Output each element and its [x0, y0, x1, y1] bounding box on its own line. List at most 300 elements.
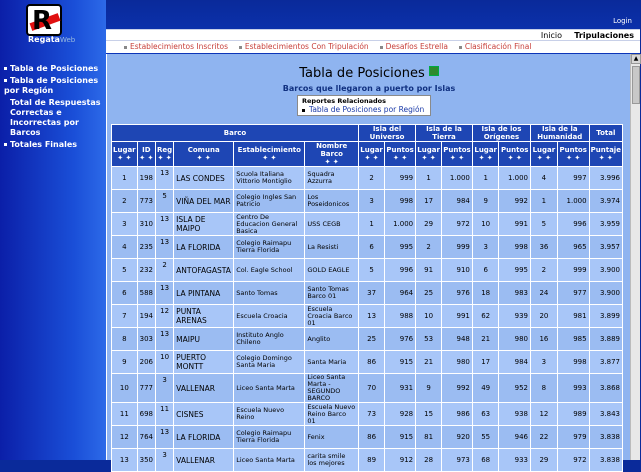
table-cell: 996 — [385, 259, 416, 282]
table-cell: 28 — [416, 449, 442, 472]
table-cell: Liceo Santa Marta — [234, 374, 305, 403]
table-cell: 965 — [557, 236, 589, 259]
table-cell: 972 — [442, 213, 473, 236]
table-cell: 999 — [557, 259, 589, 282]
table-cell: 984 — [499, 351, 531, 374]
page-title-text: Tabla de Posiciones — [299, 66, 425, 81]
table-cell: 989 — [557, 403, 589, 426]
logo-suffix: Web — [59, 36, 76, 44]
nav-inicio[interactable]: Inicio — [540, 31, 562, 40]
sidebar-item-label: Tabla de Posiciones — [10, 64, 99, 73]
table-cell: 3 — [359, 190, 385, 213]
group-header-isla-universo: Isla del Universo — [359, 125, 416, 142]
related-report-link[interactable] — [302, 105, 426, 114]
table-cell: 3.889 — [589, 328, 622, 351]
table-cell: 62 — [472, 305, 499, 328]
scroll-up-arrow-icon[interactable]: ▲ — [631, 54, 641, 64]
column-header[interactable] — [137, 142, 155, 167]
table-row — [112, 190, 623, 213]
table-cell: 992 — [442, 374, 473, 403]
subnav-establecimientos-inscritos[interactable] — [124, 42, 228, 51]
table-cell: Escuela Croacia — [234, 305, 305, 328]
table-cell: 49 — [472, 374, 499, 403]
table-cell: 588 — [137, 282, 155, 305]
table-cell: 63 — [472, 403, 499, 426]
sort-arrows-icon[interactable]: ✦ ✦ — [449, 154, 465, 162]
column-header-label: Puntaje — [590, 146, 621, 154]
table-cell: 986 — [442, 403, 473, 426]
sort-arrows-icon[interactable]: ✦ ✦ — [536, 154, 551, 162]
table-cell: 981 — [557, 305, 589, 328]
sidebar-item-total-respuestas[interactable] — [4, 98, 104, 138]
table-cell: 55 — [472, 426, 499, 449]
table-cell: Santa Maria — [305, 351, 359, 374]
table-cell: 938 — [499, 403, 531, 426]
sort-arrows-icon[interactable]: ✦ ✦ — [139, 154, 154, 162]
table-cell: 980 — [442, 351, 473, 374]
table-cell: 977 — [557, 282, 589, 305]
table-row — [112, 449, 623, 472]
table-cell: VIÑA DEL MAR — [174, 190, 234, 213]
subnav-label: Clasificación Final — [464, 42, 532, 51]
column-header[interactable] — [359, 142, 385, 167]
table-cell: Centro De Educacion General Basica — [234, 213, 305, 236]
table-cell: LA PINTANA — [174, 282, 234, 305]
table-cell: 996 — [557, 213, 589, 236]
table-cell: 997 — [557, 167, 589, 190]
table-cell: 12 — [112, 426, 138, 449]
table-cell: 17 — [416, 190, 442, 213]
table-cell: 20 — [531, 305, 558, 328]
table-cell: 6 — [359, 236, 385, 259]
table-cell: 7 — [112, 305, 138, 328]
table-cell: 12 — [531, 403, 558, 426]
table-cell: 303 — [137, 328, 155, 351]
table-body — [112, 167, 623, 472]
column-header[interactable] — [385, 142, 416, 167]
table-cell: Santo Tomas — [234, 282, 305, 305]
table-cell: 976 — [385, 328, 416, 351]
logo-brand: Regata — [28, 35, 60, 44]
column-header[interactable] — [589, 142, 622, 167]
table-cell: 999 — [385, 167, 416, 190]
column-header-label: Lugar — [360, 146, 383, 154]
table-cell: 998 — [557, 351, 589, 374]
subnav-label: Establecimientos Inscritos — [130, 42, 229, 51]
table-cell: 3.868 — [589, 374, 622, 403]
table-cell: 22 — [531, 426, 558, 449]
bullet-icon — [239, 46, 242, 49]
table-cell: 25 — [416, 282, 442, 305]
column-header[interactable] — [416, 142, 442, 167]
sidebar-item-tabla-region[interactable] — [4, 76, 104, 96]
table-cell: 995 — [499, 259, 531, 282]
related-reports-box — [297, 95, 431, 116]
table-cell: 3 — [472, 236, 499, 259]
column-header-label: Lugar — [113, 146, 136, 154]
table-cell: 984 — [442, 190, 473, 213]
column-header-label: ID — [142, 146, 151, 154]
column-header[interactable] — [156, 142, 174, 167]
table-cell: 13 — [156, 236, 174, 259]
column-header-label: Puntos — [559, 146, 587, 154]
table-cell: PUNTA ARENAS — [174, 305, 234, 328]
table-cell: 946 — [499, 426, 531, 449]
table-cell: 998 — [499, 236, 531, 259]
table-cell: 13 — [156, 213, 174, 236]
column-header[interactable] — [557, 142, 589, 167]
table-cell: Scuola Italiana Vittorio Montiglio — [234, 167, 305, 190]
scroll-thumb[interactable] — [632, 66, 640, 104]
column-header-label: Nombre Barco — [316, 142, 348, 158]
table-cell: 10 — [416, 305, 442, 328]
table-cell: 1 — [416, 167, 442, 190]
table-cell: 53 — [416, 328, 442, 351]
table-cell: 235 — [137, 236, 155, 259]
table-cell: 25 — [359, 328, 385, 351]
login-link[interactable]: Login — [613, 17, 632, 25]
table-cell: 5 — [156, 190, 174, 213]
logo-letter: R — [32, 6, 53, 36]
column-header-label: Establecimiento — [237, 146, 301, 154]
group-header-isla-humanidad: Isla de la Humanidad — [531, 125, 590, 142]
table-cell: 3 — [112, 213, 138, 236]
table-cell: 764 — [137, 426, 155, 449]
table-cell: 912 — [385, 449, 416, 472]
table-cell: Fenix — [305, 426, 359, 449]
table-cell: ANTOFAGASTA — [174, 259, 234, 282]
column-header-label: Puntos — [443, 146, 471, 154]
table-cell: 5 — [359, 259, 385, 282]
group-header-total: Total — [589, 125, 622, 142]
column-header-label: Reg — [157, 146, 173, 154]
table-row — [112, 403, 623, 426]
table-cell: 3.838 — [589, 449, 622, 472]
table-cell: 68 — [472, 449, 499, 472]
table-row — [112, 282, 623, 305]
sort-arrows-icon[interactable]: ✦ ✦ — [566, 154, 581, 162]
table-cell: 3.899 — [589, 305, 622, 328]
table-cell: 3.996 — [589, 167, 622, 190]
table-row — [112, 374, 623, 403]
column-header[interactable] — [499, 142, 531, 167]
table-row — [112, 236, 623, 259]
table-cell: 3 — [156, 374, 174, 403]
subnav-label: Desafíos Estrella — [385, 42, 448, 51]
excel-export-icon[interactable] — [429, 66, 439, 76]
table-cell: 91 — [416, 259, 442, 282]
subnav-establecimientos-tripulacion[interactable] — [239, 42, 369, 51]
table-cell: 10 — [156, 351, 174, 374]
table-cell: 3.959 — [589, 213, 622, 236]
table-cell: Escuela Nuevo Reino Barco 01 — [305, 403, 359, 426]
side-menu — [4, 64, 104, 152]
table-cell: 89 — [359, 449, 385, 472]
table-cell: 985 — [557, 328, 589, 351]
table-cell: 18 — [472, 282, 499, 305]
table-cell: Colegio Raimapu Tierra Florida — [234, 236, 305, 259]
sidebar-item-totales-finales[interactable] — [4, 140, 104, 150]
table-cell: USS CEGB — [305, 213, 359, 236]
sort-arrows-icon[interactable]: ✦ ✦ — [196, 154, 211, 162]
table-cell: CISNES — [174, 403, 234, 426]
column-header[interactable] — [174, 142, 234, 167]
table-cell: 2 — [531, 259, 558, 282]
table-cell: 928 — [385, 403, 416, 426]
table-cell: 777 — [137, 374, 155, 403]
table-cell: Escuela Croacia Barco 01 — [305, 305, 359, 328]
sidebar-item-label: Total de Respuestas Correctas e Incorrectas por Barcos — [10, 98, 101, 137]
table-cell: 21 — [472, 328, 499, 351]
table-row — [112, 213, 623, 236]
bullet-icon — [4, 67, 7, 70]
table-cell: 11 — [156, 403, 174, 426]
table-cell: 952 — [499, 374, 531, 403]
bullet-icon — [124, 46, 127, 49]
table-cell: 86 — [359, 351, 385, 374]
table-cell: Colegio Raimapu Tierra Florida — [234, 426, 305, 449]
table-cell: 17 — [472, 351, 499, 374]
table-cell: 2 — [156, 259, 174, 282]
table-cell: 915 — [385, 426, 416, 449]
table-cell: carita smile los mejores — [305, 449, 359, 472]
table-cell: 13 — [156, 426, 174, 449]
sidebar-item-tabla-posiciones[interactable] — [4, 64, 104, 74]
table-cell: 972 — [557, 449, 589, 472]
bullet-icon — [4, 79, 7, 82]
table-cell: 5 — [112, 259, 138, 282]
table-cell: 1 — [112, 167, 138, 190]
group-header-isla-tierra: Isla de la Tierra — [416, 125, 473, 142]
bullet-icon — [459, 46, 462, 49]
table-cell: 310 — [137, 213, 155, 236]
table-cell: 991 — [499, 213, 531, 236]
column-header-row — [112, 142, 623, 167]
table-cell: 13 — [112, 449, 138, 472]
column-header-label: Lugar — [532, 146, 556, 154]
table-cell: 773 — [137, 190, 155, 213]
table-cell: 2 — [416, 236, 442, 259]
table-row — [112, 259, 623, 282]
sort-arrows-icon[interactable]: ✦ ✦ — [117, 154, 132, 162]
table-cell: 3.900 — [589, 282, 622, 305]
table-cell: 13 — [156, 282, 174, 305]
column-header[interactable] — [442, 142, 473, 167]
table-cell: 24 — [531, 282, 558, 305]
column-header[interactable] — [472, 142, 499, 167]
table-cell: 9 — [472, 190, 499, 213]
table-cell: Instituto Anglo Chileno — [234, 328, 305, 351]
sort-arrows-icon[interactable]: ✦ ✦ — [364, 154, 379, 162]
table-cell: 992 — [499, 190, 531, 213]
table-cell: 37 — [359, 282, 385, 305]
table-cell: 3.900 — [589, 259, 622, 282]
bullet-icon — [380, 46, 383, 49]
table-cell: 993 — [557, 374, 589, 403]
subnav-label: Establecimientos Con Tripulación — [244, 42, 369, 51]
table-cell: 9 — [112, 351, 138, 374]
logo-text — [28, 35, 75, 44]
table-cell: 9 — [416, 374, 442, 403]
table-cell: 3 — [531, 351, 558, 374]
table-cell: Los Poseidonicos — [305, 190, 359, 213]
table-cell: 350 — [137, 449, 155, 472]
table-cell: 3.957 — [589, 236, 622, 259]
table-cell: 1.000 — [385, 213, 416, 236]
table-cell: 910 — [442, 259, 473, 282]
table-cell: 991 — [442, 305, 473, 328]
table-cell: 995 — [385, 236, 416, 259]
column-header-label: Lugar — [417, 146, 440, 154]
group-header-barco: Barco — [112, 125, 359, 142]
table-cell: 36 — [531, 236, 558, 259]
column-header[interactable] — [112, 142, 138, 167]
column-header-label: Lugar — [474, 146, 497, 154]
table-cell: Santo Tomas Barco 01 — [305, 282, 359, 305]
table-cell: 998 — [385, 190, 416, 213]
bullet-icon — [302, 109, 305, 112]
table-cell: Colegio Ingles San Patricio — [234, 190, 305, 213]
table-cell: 999 — [442, 236, 473, 259]
table-row — [112, 328, 623, 351]
sort-arrows-icon[interactable]: ✦ ✦ — [262, 154, 277, 162]
sort-arrows-icon[interactable]: ✦ ✦ — [324, 158, 339, 166]
column-header-label: Puntos — [501, 146, 529, 154]
sort-arrows-icon[interactable]: ✦ ✦ — [478, 154, 493, 162]
table-cell: 194 — [137, 305, 155, 328]
sort-arrows-icon[interactable]: ✦ ✦ — [157, 154, 172, 162]
table-cell: Colegio Domingo Santa Maria — [234, 351, 305, 374]
table-cell: 973 — [442, 449, 473, 472]
related-report-link-label: Tabla de Posiciones por Región — [309, 105, 425, 114]
table-cell: 1 — [472, 167, 499, 190]
table-cell: 979 — [557, 426, 589, 449]
main-nav — [106, 29, 640, 41]
table-cell: 1.000 — [499, 167, 531, 190]
sub-nav — [106, 41, 640, 53]
table-row — [112, 351, 623, 374]
bullet-icon — [4, 143, 7, 146]
group-header-isla-origenes: Isla de los Orígenes — [472, 125, 530, 142]
table-cell: LAS CONDES — [174, 167, 234, 190]
sidebar-item-label: Tabla de Posiciones por Región — [4, 76, 99, 95]
table-cell: 698 — [137, 403, 155, 426]
sort-arrows-icon[interactable]: ✦ ✦ — [421, 154, 436, 162]
table-cell: 6 — [472, 259, 499, 282]
table-cell: 86 — [359, 426, 385, 449]
sort-arrows-icon[interactable]: ✦ ✦ — [393, 154, 408, 162]
vertical-scrollbar[interactable] — [630, 54, 640, 460]
column-header[interactable] — [531, 142, 558, 167]
table-cell: Squadra Azzurra — [305, 167, 359, 190]
table-cell: 915 — [385, 351, 416, 374]
table-cell: 16 — [531, 328, 558, 351]
column-header-label: Puntos — [386, 146, 414, 154]
sort-arrows-icon[interactable]: ✦ ✦ — [507, 154, 522, 162]
page-title — [107, 66, 631, 81]
table-cell: 4 — [112, 236, 138, 259]
table-cell: 939 — [499, 305, 531, 328]
sidebar-item-label: Totales Finales — [10, 140, 78, 149]
table-cell: 983 — [499, 282, 531, 305]
related-reports-header: Reportes Relacionados — [302, 97, 386, 105]
table-cell: 2 — [359, 167, 385, 190]
table-cell: 3.838 — [589, 426, 622, 449]
table-cell: PUERTO MONTT — [174, 351, 234, 374]
table-cell: 964 — [385, 282, 416, 305]
table-cell: 3.843 — [589, 403, 622, 426]
table-cell: La Resisti — [305, 236, 359, 259]
table-cell: 1 — [531, 190, 558, 213]
table-cell: LA FLORIDA — [174, 236, 234, 259]
page-subtitle: Barcos que llegaron a puerto por Islas — [282, 84, 456, 93]
table-cell: 4 — [531, 167, 558, 190]
table-cell: LA FLORIDA — [174, 426, 234, 449]
table-cell: 13 — [156, 167, 174, 190]
table-cell: 12 — [156, 305, 174, 328]
table-cell: Liceo Santa Marta — [234, 449, 305, 472]
table-cell: 980 — [499, 328, 531, 351]
table-cell: 11 — [112, 403, 138, 426]
subnav-desafios-estrella[interactable] — [380, 42, 448, 51]
table-cell: 3.877 — [589, 351, 622, 374]
table-cell: 1.000 — [442, 167, 473, 190]
subnav-clasificacion-final[interactable] — [459, 42, 532, 51]
table-cell: 6 — [112, 282, 138, 305]
left-sidebar — [0, 0, 106, 460]
table-cell: GOLD EAGLE — [305, 259, 359, 282]
sort-arrows-icon[interactable]: ✦ ✦ — [598, 154, 613, 162]
table-cell: Anglito — [305, 328, 359, 351]
table-cell: 29 — [416, 213, 442, 236]
table-cell: 81 — [416, 426, 442, 449]
nav-tripulaciones[interactable]: Tripulaciones — [574, 31, 634, 40]
column-header-label: Comuna — [187, 146, 220, 154]
table-cell: 931 — [385, 374, 416, 403]
table-cell: 2 — [112, 190, 138, 213]
table-cell: 10 — [112, 374, 138, 403]
table-cell: 232 — [137, 259, 155, 282]
regata-logo[interactable] — [26, 4, 62, 36]
table-cell: 29 — [531, 449, 558, 472]
table-cell: 1 — [359, 213, 385, 236]
table-cell: VALLENAR — [174, 374, 234, 403]
table-cell: Liceo Santa Marta - SEGUNDO BARCO — [305, 374, 359, 403]
table-cell: 13 — [359, 305, 385, 328]
table-cell: 73 — [359, 403, 385, 426]
table-cell: 8 — [531, 374, 558, 403]
table-cell: 206 — [137, 351, 155, 374]
table-cell: MAIPU — [174, 328, 234, 351]
table-cell: ISLA DE MAIPO — [174, 213, 234, 236]
table-cell: 976 — [442, 282, 473, 305]
table-cell: 988 — [385, 305, 416, 328]
table-cell: 5 — [531, 213, 558, 236]
column-header[interactable] — [305, 142, 359, 167]
column-header[interactable] — [234, 142, 305, 167]
table-cell: Col. Eagle School — [234, 259, 305, 282]
table-cell: 10 — [472, 213, 499, 236]
table-row — [112, 305, 623, 328]
table-cell: VALLENAR — [174, 449, 234, 472]
table-cell: 13 — [156, 328, 174, 351]
table-cell: 1.000 — [557, 190, 589, 213]
table-cell: 15 — [416, 403, 442, 426]
table-cell: 8 — [112, 328, 138, 351]
table-cell: 3.974 — [589, 190, 622, 213]
table-cell: 198 — [137, 167, 155, 190]
positions-table — [111, 124, 623, 472]
